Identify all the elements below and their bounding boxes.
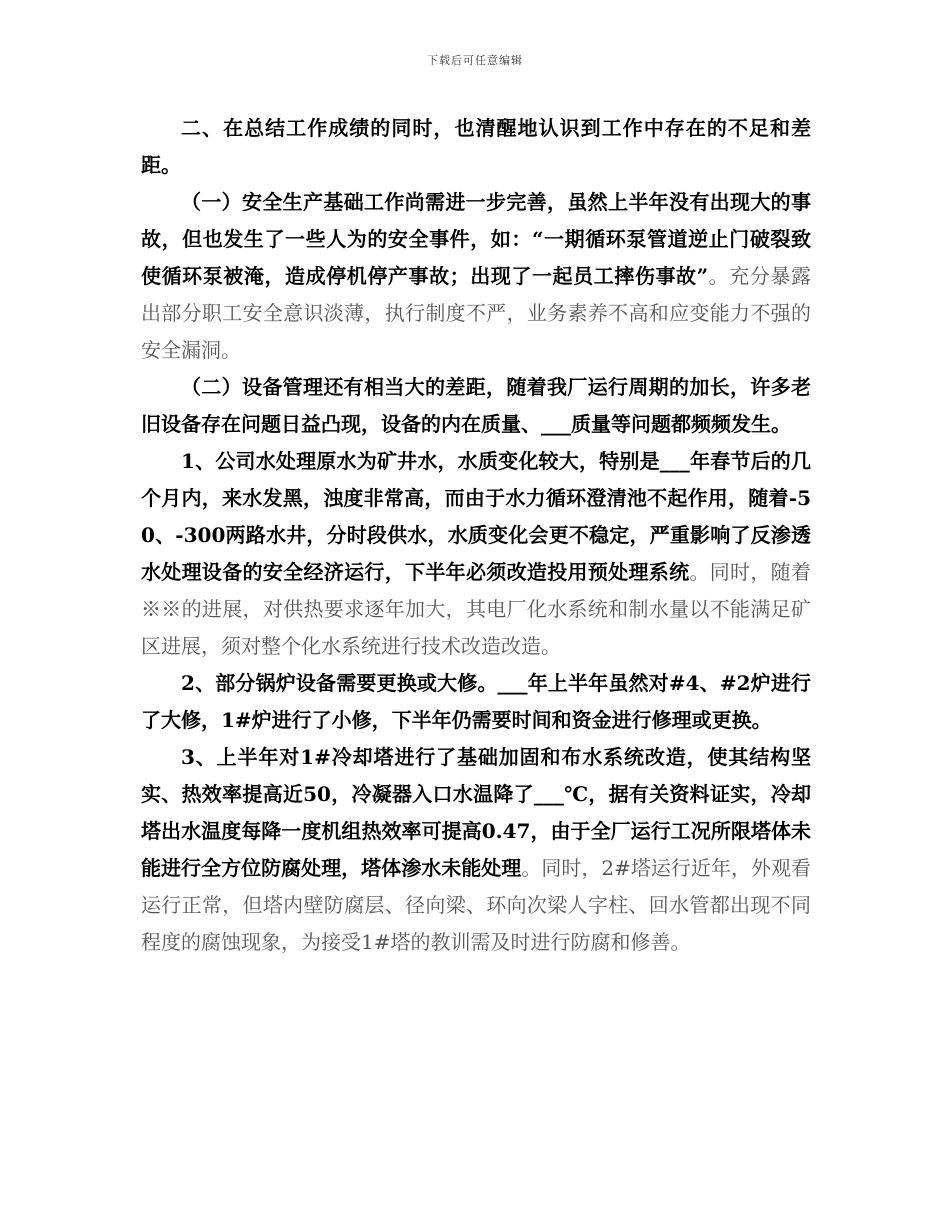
paragraph-item-2-text: 2、部分锅炉设备需要更换或大修。___年上半年虽然对#4、#2炉进行了大修，1#炉进行了小修，下半年仍需要时间和资金进行修理或更换。 xyxy=(141,671,811,732)
paragraph-safety-bold: （一）安全生产基础工作尚需进一步完善，虽然上半年没有出现大的事故，但也发生了一些人为的安全事件，如：“一期循环泵管道逆止门破裂致使循环泵被淹，造成停机停产事故；出现了一起员工摔伤事故” xyxy=(141,190,811,288)
section-heading-2 xyxy=(141,110,811,184)
paragraph-equipment xyxy=(141,369,811,443)
paragraph-safety-normal: 。充分暴露出部分职工安全意识淡薄，执行制度不严，业务素养不高和应变能力不强的安全漏洞。 xyxy=(141,264,811,362)
paragraph-item-3-bold: 3、上半年对1#冷却塔进行了基础加固和布水系统改造，使其结构坚实、热效率提高近50，冷凝器入口水温降了___℃，据有关资料证实，冷却塔出水温度每降一度机组热效率可提高0.47，由于全厂运行工况所限塔体未能进行全方位防腐处理，塔体渗水未能处理 xyxy=(141,745,811,880)
paragraph-item-3 xyxy=(141,739,811,961)
paragraph-item-1-normal: 。同时，随着※※的进展，对供热要求逐年加大，其电厂化水系统和制水量以不能满足矿区进展，须对整个化水系统进行技术改造改造。 xyxy=(141,560,811,658)
paragraph-item-1-bold: 1、公司水处理原水为矿井水，水质变化较大，特别是___年春节后的几个月内，来水发黑，浊度非常高，而由于水力循环澄清池不起作用，随着-50、-300两路水井，分时段供水，水质变化会更不稳定，严重影响了反渗透水处理设备的安全经济运行，下半年必须改造投用预处理系统 xyxy=(141,449,811,584)
page-header: 下载后可任意编辑 xyxy=(427,54,523,67)
paragraph-item-2 xyxy=(141,665,811,739)
paragraph-equipment-text: （二）设备管理还有相当大的差距，随着我厂运行周期的加长，许多老旧设备存在问题日益凸现，设备的内在质量、___质量等问题都频频发生。 xyxy=(141,375,811,436)
paragraph-item-3-normal: 。同时，2#塔运行近年，外观看运行正常，但塔内壁防腐层、径向梁、环向次梁人字柱、回水管都出现不同程度的腐蚀现象，为接受1#塔的教训需及时进行防腐和修善。 xyxy=(141,856,812,954)
paragraph-safety xyxy=(141,184,811,369)
document-body xyxy=(141,110,811,961)
paragraph-item-1 xyxy=(141,443,811,665)
section-heading-2-text: 二、在总结工作成绩的同时，也清醒地认识到工作中存在的不足和差距。 xyxy=(141,116,811,177)
